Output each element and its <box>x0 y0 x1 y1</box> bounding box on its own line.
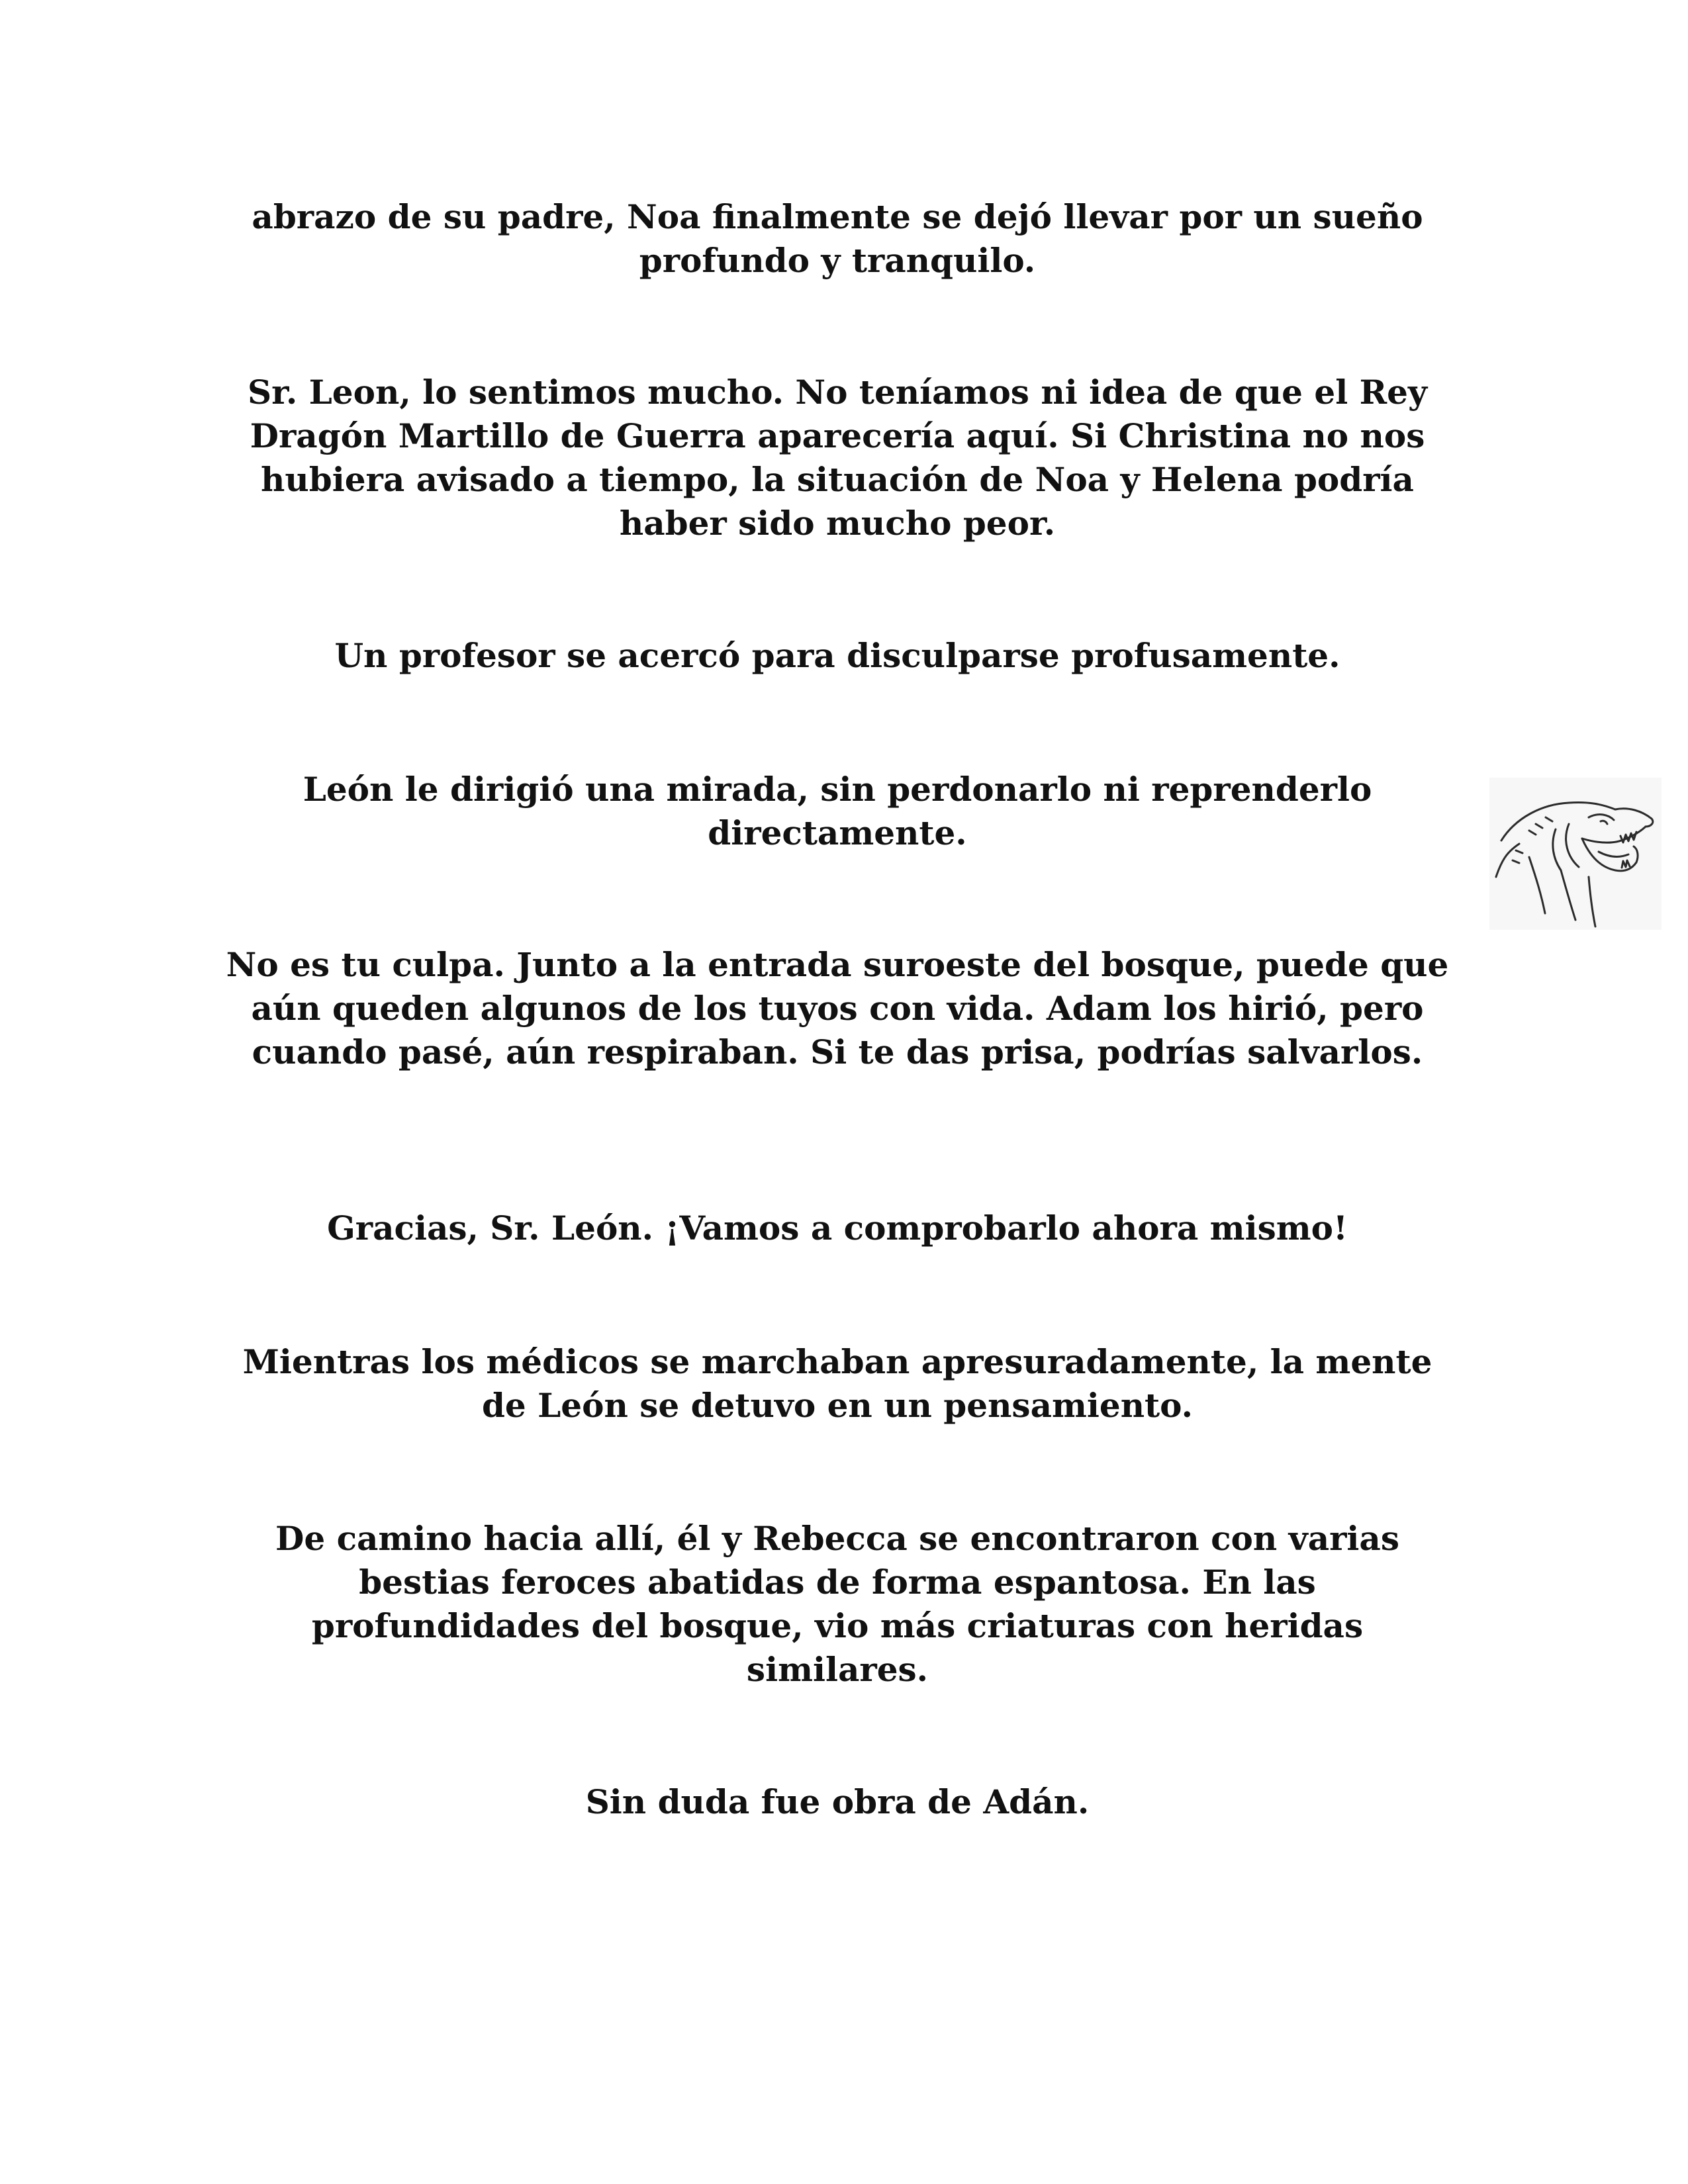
paragraph-1: abrazo de su padre, Noa finalmente se dejó llevar por un sueño profundo y tranquilo. <box>252 197 1423 280</box>
paragraph-3: Un profesor se acercó para disculparse profusamente. <box>334 636 1340 675</box>
paragraph-7: Mientras los médicos se marchaban apresuradamente, la mente de León se detuvo en un pensamiento. <box>242 1342 1432 1425</box>
paragraph-6: Gracias, Sr. León. ¡Vamos a comprobarlo ahora mismo! <box>327 1208 1348 1248</box>
paragraph-5: No es tu culpa. Junto a la entrada suroeste del bosque, puede que aún queden algunos de los tuyos con vida. Adam los hirió, pero cuando pasé, aún respiraban. Si te das prisa, podrías salvarlos. <box>226 945 1449 1071</box>
dinosaur-head-sketch-icon <box>1489 778 1662 930</box>
paragraph-4: León le dirigió una mirada, sin perdonarlo ni reprenderlo directamente. <box>303 770 1372 852</box>
paragraph-2: Sr. Leon, lo sentimos mucho. No teníamos ni idea de que el Rey Dragón Martillo de Guerra aparecería aquí. Si Christina no nos hubiera avisado a tiempo, la situación de Noa y Helena podría haber sido mucho peor. <box>247 373 1428 543</box>
paragraph-8: De camino hacia allí, él y Rebecca se encontraron con varias bestias feroces abatidas de forma espantosa. En las profundidades del bosque, vio más criaturas con heridas similares. <box>275 1519 1399 1689</box>
paragraph-9: Sin duda fue obra de Adán. <box>585 1782 1090 1821</box>
